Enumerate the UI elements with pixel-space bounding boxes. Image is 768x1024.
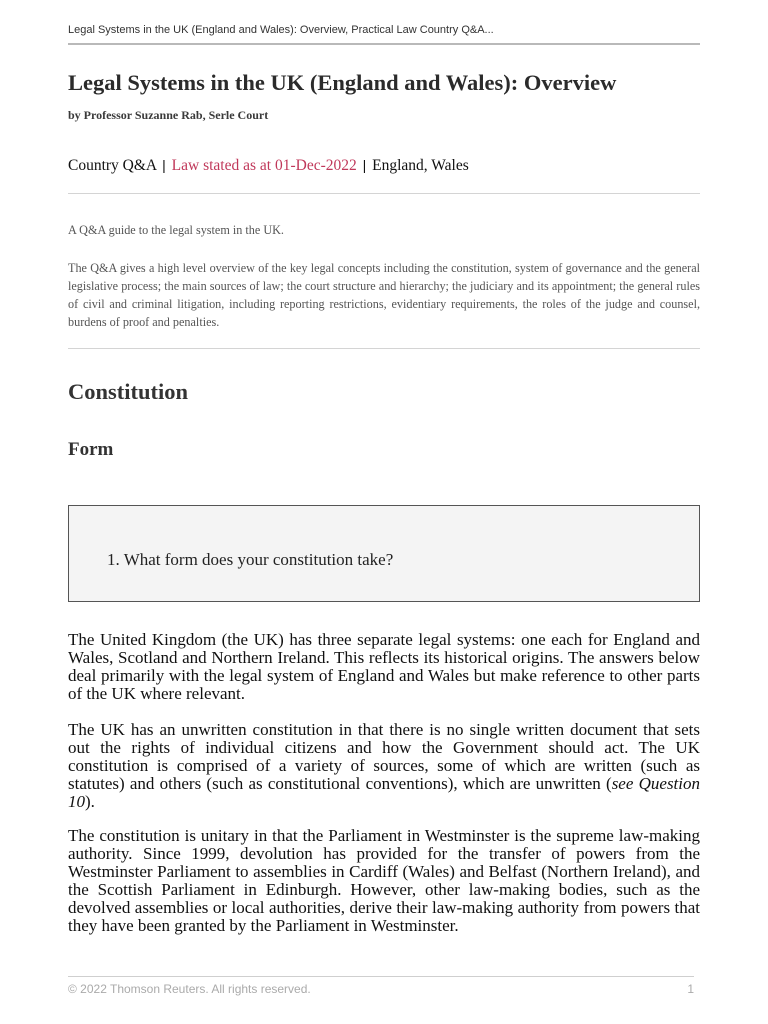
paragraph-text: ).: [85, 792, 95, 811]
resource-type: Country Q&A: [68, 157, 157, 174]
answer-paragraph: [68, 721, 700, 811]
footer-copyright: © 2022 Thomson Reuters. All rights reserved.: [68, 982, 311, 996]
paragraph-text: The UK has an unwritten constitution in that there is no single written document that sets out the rights of individual citizens and how the Government should act. The UK constitution is comprised of a variety of sources, some of which are written (such as statutes) and others (such as constitutional conventions), which are unwritten (: [68, 720, 700, 793]
footer-divider: [68, 976, 694, 977]
author-byline: by Professor Suzanne Rab, Serle Court: [68, 108, 269, 122]
page-number: 1: [687, 982, 694, 996]
law-stated-date: Law stated as at 01-Dec-2022: [171, 157, 357, 174]
answer-paragraph: The United Kingdom (the UK) has three separate legal systems: one each for England and Wales, Scotland and Northern Ireland. This reflects its historical origins. The answers below deal primarily with the legal system of England and Wales but make reference to other parts of the UK where relevant.: [68, 630, 700, 703]
header-divider: [68, 43, 700, 45]
question-box: [68, 505, 700, 602]
summary-intro: A Q&A guide to the legal system in the UK.: [68, 223, 284, 237]
question-text: 1. What form does your constitution take?: [107, 550, 394, 569]
summary-divider-top: [68, 193, 700, 194]
subsection-heading: Form: [68, 439, 114, 460]
running-header: Legal Systems in the UK (England and Wales): Overview, Practical Law Country Q&A...: [68, 24, 494, 36]
cross-reference-link[interactable]: see Question 10: [68, 774, 701, 811]
meta-separator: |: [362, 157, 367, 173]
answer-paragraph: The constitution is unitary in that the Parliament in Westminster is the supreme law-making authority. Since 1999, devolution has provided for the transfer of powers from the Westminster Parliament to assemblies in Cardiff (Wales) and Belfast (Northern Ireland), and the Scottish Parliament in Edinburgh. However, other law-making bodies, such as the devolved assemblies or local authorities, derive their law-making authority from powers that they have been granted by the Parliament in Westminster.: [68, 826, 700, 935]
summary-overview: The Q&A gives a high level overview of the key legal concepts including the constitution, system of governance and the general legislative process; the main sources of law; the court structure and hierarchy; the judiciary and its appointment; the general rules of civil and criminal litigation, including reporting restrictions, evidentiary requirements, the roles of the judge and counsel, burdens of proof and penalties.: [68, 261, 700, 329]
document-title: Legal Systems in the UK (England and Wales): Overview: [68, 70, 617, 95]
jurisdiction: England, Wales: [372, 157, 469, 174]
meta-separator: |: [162, 157, 166, 173]
document-meta: [68, 157, 469, 175]
summary-divider-bottom: [68, 348, 700, 349]
section-heading: Constitution: [68, 379, 189, 404]
